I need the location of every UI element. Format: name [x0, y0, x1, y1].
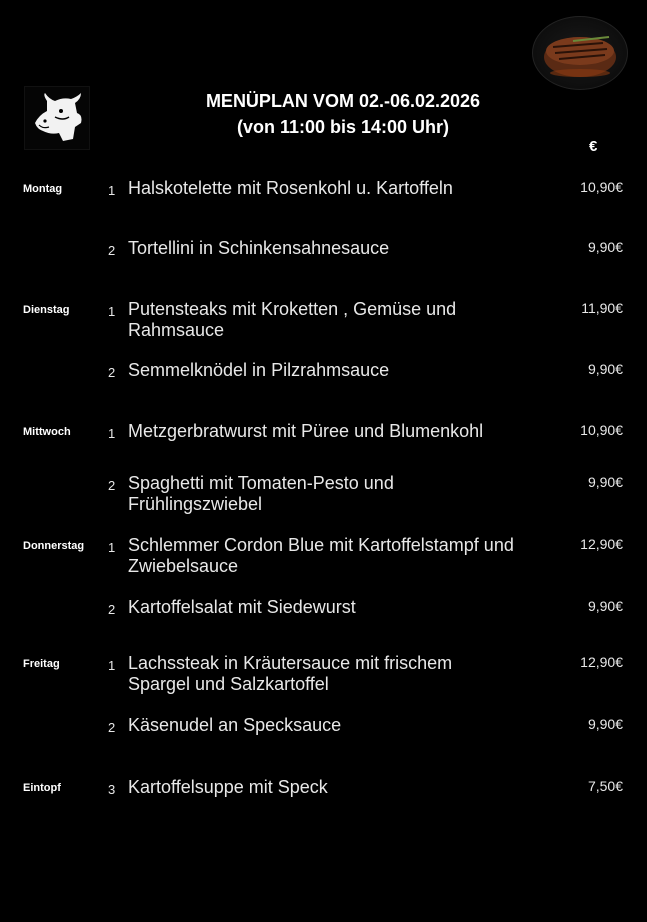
dish-name: Kartoffelsalat mit Siedewurst [128, 597, 356, 617]
menu-number: 2 [108, 365, 116, 380]
steak-image [532, 16, 628, 90]
day-label: Mittwoch [23, 426, 71, 438]
dish-price: 9,90€ [587, 716, 623, 732]
day-label: Donnerstag [23, 540, 85, 552]
steak-icon [533, 17, 627, 89]
dish-name: Lachssteak in Kräutersauce mit frischem Spargel und Salzkartoffel [128, 653, 453, 694]
dish-name: Semmelknödel in Pilzrahmsauce [128, 360, 390, 380]
price-column-header: € [589, 138, 598, 155]
dish-price: 9,90€ [587, 474, 623, 490]
dish-price: 7,50€ [587, 778, 623, 794]
day-label: Freitag [23, 658, 60, 670]
menu-number: 2 [108, 602, 116, 617]
dish-price: 9,90€ [587, 598, 623, 614]
menu-number: 3 [108, 782, 116, 797]
dish-price: 12,90€ [580, 536, 623, 552]
menu-number: 1 [108, 658, 116, 673]
menu-number: 2 [108, 720, 116, 735]
dish-price: 11,90€ [581, 300, 623, 316]
cow-pig-icon [25, 87, 89, 149]
dish-price: 10,90€ [580, 422, 623, 438]
day-label: Dienstag [23, 304, 70, 316]
menu-number: 1 [108, 304, 116, 319]
opening-hours: (von 11:00 bis 14:00 Uhr) [236, 117, 450, 137]
dish-name: Kartoffelsuppe mit Speck [128, 777, 328, 797]
butcher-logo [24, 86, 90, 150]
dish-name: Metzgerbratwurst mit Püree und Blumenkohl [128, 421, 484, 441]
dish-name: Spaghetti mit Tomaten-Pesto und Frühlingszwiebel [128, 473, 394, 514]
day-label: Montag [23, 183, 63, 195]
menu-number: 1 [108, 540, 116, 555]
menu-number: 1 [108, 426, 116, 441]
dish-name: Tortellini in Schinkensahnesauce [128, 238, 390, 258]
menu-number: 2 [108, 243, 116, 258]
menu-number: 2 [108, 478, 116, 493]
dish-price: 12,90€ [580, 654, 623, 670]
page-title: MENÜPLAN VOM 02.-06.02.2026 [205, 91, 481, 111]
dish-name: Käsenudel an Specksauce [128, 715, 342, 735]
dish-name: Halskotelette mit Rosenkohl u. Kartoffeln [128, 178, 453, 198]
menu-number: 1 [108, 183, 116, 198]
dish-name: Putensteaks mit Kroketten , Gemüse und Rahmsauce [128, 299, 457, 340]
dish-price: 9,90€ [587, 239, 623, 255]
dish-price: 9,90€ [587, 361, 623, 377]
dish-price: 10,90€ [580, 179, 623, 195]
day-label: Eintopf [23, 782, 61, 794]
dish-name: Schlemmer Cordon Blue mit Kartoffelstampf und Zwiebelsauce [128, 535, 514, 576]
